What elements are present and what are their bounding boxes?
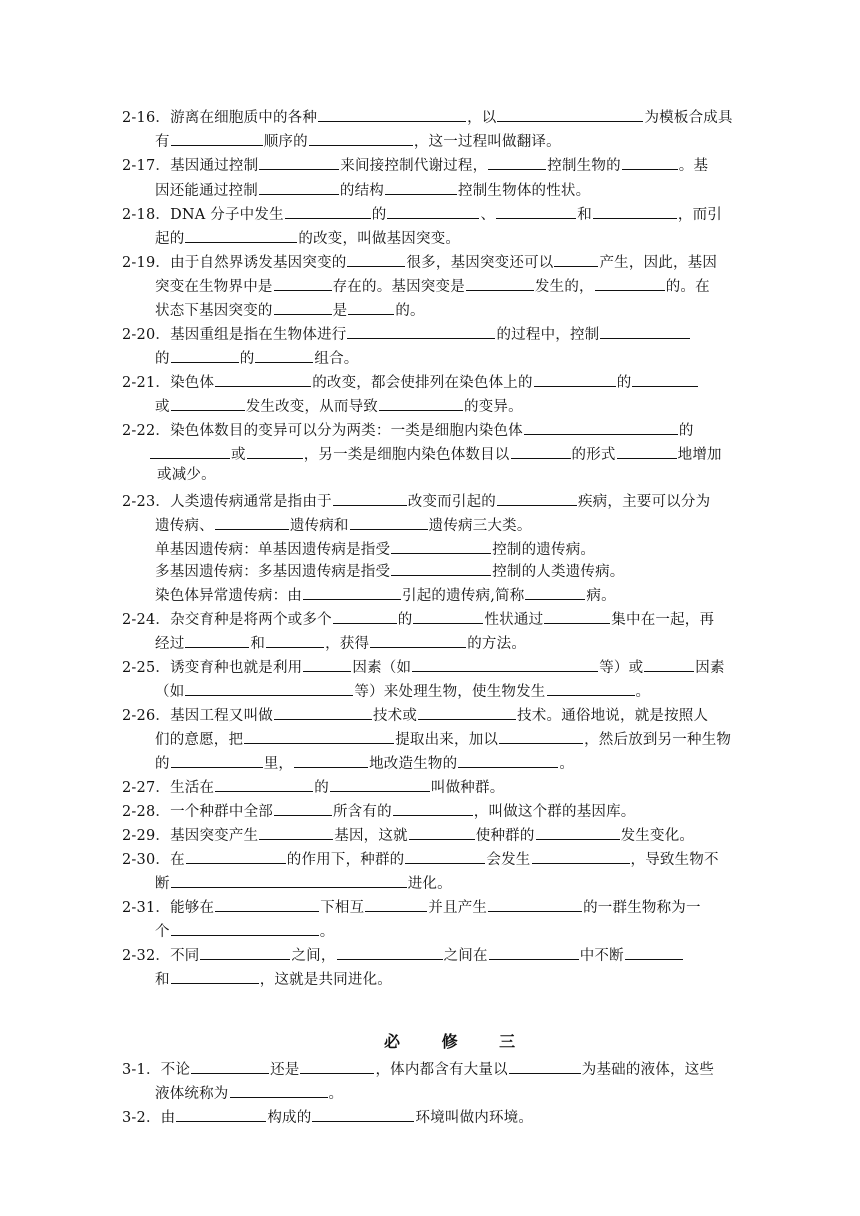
line-text: 顺序的 — [263, 134, 308, 150]
fill-in-blank[interactable] — [488, 155, 546, 170]
fill-in-blank[interactable] — [370, 633, 466, 648]
line-text: 和 — [577, 207, 592, 223]
fill-in-blank[interactable] — [337, 945, 443, 960]
line-text: ，这就是共同进化。 — [259, 972, 393, 988]
fill-in-blank[interactable] — [496, 204, 576, 219]
line-text: 下相互 — [320, 900, 365, 916]
fill-in-blank[interactable] — [347, 324, 495, 339]
line-text: 产生，因此，基因 — [599, 255, 718, 271]
fill-in-blank[interactable] — [333, 491, 407, 506]
question-line — [149, 444, 722, 464]
line-text: ，导致生物不 — [630, 852, 719, 868]
line-text: 2-28．一个种群中全部 — [122, 804, 273, 820]
line-text: 2-31．能够在 — [122, 900, 215, 916]
line-text: 的作用下，种群的 — [286, 852, 405, 868]
question-line — [122, 705, 708, 725]
fill-in-blank[interactable] — [489, 945, 579, 960]
line-text: 的。 — [395, 303, 425, 319]
fill-in-blank[interactable] — [532, 849, 630, 864]
fill-in-blank[interactable] — [466, 276, 534, 291]
line-text: 、 — [480, 207, 496, 223]
line-text: 2-16．游离在细胞质中的各种 — [122, 110, 318, 126]
line-text: ，叫做这个群的基因库。 — [473, 804, 636, 820]
line-text: 多基因遗传病：多基因遗传病是指受 — [155, 564, 391, 580]
question-line — [155, 633, 526, 653]
fill-in-blank[interactable] — [274, 300, 332, 315]
fill-in-blank[interactable] — [391, 539, 491, 554]
fill-in-blank[interactable] — [171, 753, 263, 768]
fill-in-blank[interactable] — [200, 945, 290, 960]
line-text: 或减少。 — [157, 467, 216, 483]
line-text: 等）或 — [599, 660, 644, 676]
fill-in-blank[interactable] — [625, 945, 683, 960]
fill-in-blank[interactable] — [171, 873, 407, 888]
line-text: 中不断 — [579, 948, 624, 964]
line-text: 的 — [397, 612, 413, 628]
line-text: 遗传病和 — [289, 518, 349, 534]
fill-in-blank[interactable] — [259, 180, 339, 195]
line-text: 控制的遗传病。 — [492, 542, 596, 558]
line-text: 的改变，都会使排列在染色体上的 — [312, 375, 533, 391]
line-text: 2-17．基因通过控制 — [122, 158, 259, 174]
fill-in-blank[interactable] — [405, 849, 485, 864]
fill-in-blank[interactable] — [266, 633, 324, 648]
line-text: 之间， — [291, 948, 336, 964]
fill-in-blank[interactable] — [294, 753, 368, 768]
fill-in-blank[interactable] — [150, 444, 230, 459]
fill-in-blank[interactable] — [274, 705, 372, 720]
line-text: 发生改变，从而导致 — [245, 399, 379, 415]
line-text: 会发生 — [486, 852, 531, 868]
question-line — [122, 945, 684, 965]
line-text: （如 — [155, 684, 185, 700]
line-text: 2-23．人类遗传病通常是指由于 — [122, 494, 332, 510]
fill-in-blank[interactable] — [309, 131, 413, 146]
line-text: 经过 — [155, 636, 185, 652]
line-text: 改变而引起的 — [407, 494, 496, 510]
line-text: 的方法。 — [467, 636, 527, 652]
question-line — [155, 300, 425, 320]
line-text: 的结构 — [339, 183, 385, 199]
line-text: 有 — [155, 134, 170, 150]
line-text: 很多，基因突变还可以 — [406, 255, 554, 271]
line-text: 。 — [635, 684, 651, 700]
fill-in-blank[interactable] — [511, 444, 571, 459]
fill-in-blank[interactable] — [171, 396, 245, 411]
fill-in-blank[interactable] — [318, 107, 466, 122]
fill-in-blank[interactable] — [379, 396, 463, 411]
line-text: 因素（如 — [352, 660, 412, 676]
line-text: 存在的。基因突变是 — [332, 279, 465, 295]
fill-in-blank[interactable] — [391, 561, 491, 576]
fill-in-blank[interactable] — [499, 729, 583, 744]
line-text: ，而引 — [677, 207, 722, 223]
question-line — [122, 897, 701, 917]
line-text: 液体统称为 — [155, 1086, 229, 1102]
line-text: 地改造生物的 — [369, 756, 458, 772]
question-line — [122, 1107, 533, 1127]
line-text: 的 — [616, 375, 632, 391]
fill-in-blank[interactable] — [285, 204, 371, 219]
line-text: 控制生物体的性状。 — [458, 183, 591, 199]
fill-in-blank[interactable] — [185, 681, 353, 696]
fill-in-blank[interactable] — [230, 1083, 328, 1098]
question-line — [122, 252, 717, 272]
line-text: 和 — [155, 972, 170, 988]
fill-in-blank[interactable] — [171, 131, 263, 146]
fill-in-blank[interactable] — [509, 1059, 581, 1074]
question-line — [122, 609, 714, 629]
line-text: 技术。通俗地说，就是按照人 — [517, 708, 709, 724]
question-line — [122, 372, 699, 392]
line-text: 组合。 — [314, 351, 359, 367]
line-text: 的 — [239, 351, 255, 367]
line-text: 里， — [263, 756, 294, 772]
question-line — [122, 657, 725, 677]
fill-in-blank[interactable] — [186, 849, 286, 864]
line-text: 等）来处理生物，使生物发生 — [354, 684, 546, 700]
fill-in-blank[interactable] — [524, 420, 678, 435]
fill-in-blank[interactable] — [418, 705, 516, 720]
fill-in-blank[interactable] — [176, 1107, 266, 1122]
line-text: 的形式 — [571, 447, 616, 463]
line-text: 疾病，主要可以分为 — [577, 494, 711, 510]
line-text: 状态下基因突变的 — [155, 303, 273, 319]
fill-in-blank[interactable] — [350, 515, 428, 530]
line-text: 3-1．不论 — [122, 1062, 191, 1078]
question-line — [155, 681, 650, 701]
line-text: 。 — [319, 924, 335, 940]
fill-in-blank[interactable] — [554, 252, 598, 267]
line-text: 的 — [678, 423, 694, 439]
fill-in-blank[interactable] — [413, 609, 483, 624]
fill-in-blank[interactable] — [458, 753, 558, 768]
fill-in-blank[interactable] — [259, 155, 339, 170]
line-text: 。 — [328, 1086, 344, 1102]
fill-in-blank[interactable] — [255, 348, 313, 363]
line-text: 。 — [559, 756, 575, 772]
fill-in-blank[interactable] — [215, 515, 289, 530]
fill-in-blank[interactable] — [644, 657, 694, 672]
question-line — [155, 348, 359, 368]
line-text: 2-25．诱变育种也就是利用 — [122, 660, 303, 676]
question-line — [155, 276, 710, 296]
fill-in-blank[interactable] — [274, 801, 332, 816]
fill-in-blank[interactable] — [348, 300, 394, 315]
line-text: 地增加 — [677, 447, 722, 463]
fill-in-blank[interactable] — [600, 324, 690, 339]
fill-in-blank[interactable] — [534, 372, 616, 387]
fill-in-blank[interactable] — [185, 633, 249, 648]
section-heading: 必 修 三 — [384, 1032, 534, 1051]
line-text: 因还能通过控制 — [155, 183, 258, 199]
line-text: 起的 — [155, 231, 185, 247]
line-text: 2-30．在 — [122, 852, 185, 868]
question-line — [155, 585, 616, 605]
line-text: 2-22．染色体数目的变异可以分为两类：一类是细胞内染色体 — [122, 423, 523, 439]
line-text: 遗传病、 — [155, 518, 214, 534]
question-line — [122, 324, 691, 344]
question-line — [157, 466, 216, 484]
question-line — [155, 515, 532, 535]
line-text: 控制生物的 — [547, 158, 621, 174]
line-text: 因素 — [695, 660, 725, 676]
question-line — [122, 1059, 714, 1079]
line-text: 2-19．由于自然界诱发基因突变的 — [122, 255, 347, 271]
line-text: 断 — [155, 876, 170, 892]
fill-in-blank[interactable] — [617, 444, 677, 459]
line-text: 集中在一起，再 — [611, 612, 715, 628]
line-text: 是 — [332, 303, 348, 319]
line-text: 2-21．染色体 — [122, 375, 215, 391]
line-text: 2-32．不同 — [122, 948, 200, 964]
line-text: 2-18．DNA 分子中发生 — [122, 207, 284, 223]
fill-in-blank[interactable] — [409, 825, 475, 840]
line-text: 2-20．基因重组是指在生物体进行 — [122, 327, 347, 343]
fill-in-blank[interactable] — [544, 609, 610, 624]
line-text: 和 — [250, 636, 266, 652]
fill-in-blank[interactable] — [536, 825, 620, 840]
question-line — [122, 801, 636, 821]
question-line — [122, 204, 722, 224]
question-line — [155, 753, 574, 773]
line-text: 的 — [155, 351, 170, 367]
line-text: 突变在生物界中是 — [155, 279, 273, 295]
fill-in-blank[interactable] — [365, 897, 427, 912]
line-text: 染色体异常遗传病：由 — [155, 588, 302, 604]
line-text: 的过程中，控制 — [496, 327, 600, 343]
fill-in-blank[interactable] — [347, 252, 405, 267]
question-line — [155, 180, 590, 200]
line-text: 发生的， — [534, 279, 594, 295]
fill-in-blank[interactable] — [191, 1059, 269, 1074]
question-line — [155, 131, 561, 151]
fill-in-blank[interactable] — [497, 491, 577, 506]
fill-in-blank[interactable] — [622, 155, 678, 170]
line-text: 为基础的液体，这些 — [581, 1062, 715, 1078]
line-text: 或 — [155, 399, 170, 415]
fill-in-blank[interactable] — [595, 276, 665, 291]
question-line — [155, 228, 460, 248]
question-line — [122, 420, 694, 440]
question-line — [155, 396, 523, 416]
line-text: 的改变，叫做基因突变。 — [298, 231, 461, 247]
question-line — [155, 921, 334, 941]
fill-in-blank[interactable] — [330, 777, 430, 792]
line-text: ，另一类是细胞内染色体数目以 — [303, 447, 510, 463]
line-text: 技术或 — [372, 708, 418, 724]
line-text: ，获得 — [325, 636, 370, 652]
line-text: 的一群生物称为一 — [583, 900, 701, 916]
question-line — [122, 107, 733, 127]
line-text: 的。在 — [665, 279, 710, 295]
line-text: 为模板合成具 — [644, 110, 733, 126]
line-text: 病。 — [586, 588, 616, 604]
line-text: 叫做种群。 — [430, 780, 505, 796]
fill-in-blank[interactable] — [171, 348, 239, 363]
line-text: 构成的 — [267, 1110, 312, 1126]
line-text: 发生变化。 — [620, 828, 695, 844]
fill-in-blank[interactable] — [303, 585, 401, 600]
question-line — [122, 491, 710, 511]
fill-in-blank[interactable] — [171, 969, 259, 984]
line-text: 引起的遗传病,简称 — [402, 588, 525, 604]
line-text: 并且产生 — [428, 900, 488, 916]
fill-in-blank[interactable] — [312, 1107, 414, 1122]
fill-in-blank[interactable] — [632, 372, 698, 387]
fill-in-blank[interactable] — [274, 276, 332, 291]
question-line — [122, 777, 504, 797]
question-line — [155, 539, 595, 559]
line-text: 2-26．基因工程又叫做 — [122, 708, 273, 724]
fill-in-blank[interactable] — [385, 180, 457, 195]
line-text: 的 — [314, 780, 329, 796]
line-text: 性状通过 — [484, 612, 544, 628]
fill-in-blank[interactable] — [488, 897, 582, 912]
line-text: 单基因遗传病：单基因遗传病是指受 — [155, 542, 391, 558]
line-text: 2-24．杂交育种是将两个或多个 — [122, 612, 332, 628]
fill-in-blank[interactable] — [259, 825, 333, 840]
fill-in-blank[interactable] — [185, 228, 297, 243]
fill-in-blank[interactable] — [215, 777, 313, 792]
fill-in-blank[interactable] — [171, 921, 319, 936]
line-text: 还是 — [270, 1062, 300, 1078]
line-text: 所含有的 — [332, 804, 392, 820]
line-text: ，体内都含有大量以 — [375, 1062, 508, 1078]
line-text: 。基 — [678, 158, 709, 174]
line-text: 的 — [371, 207, 387, 223]
question-line — [122, 825, 694, 845]
line-text: 之间在 — [443, 948, 488, 964]
fill-in-blank[interactable] — [412, 657, 598, 672]
line-text: 个 — [155, 924, 170, 940]
line-text: 的 — [155, 756, 170, 772]
line-text: 2-29．基因突变产生 — [122, 828, 259, 844]
line-text: 控制的人类遗传病。 — [492, 564, 625, 580]
fill-in-blank[interactable] — [333, 609, 397, 624]
line-text: 基因，这就 — [334, 828, 408, 844]
line-text: 的变异。 — [464, 399, 523, 415]
question-line — [122, 849, 719, 869]
fill-in-blank[interactable] — [215, 372, 311, 387]
fill-in-blank[interactable] — [387, 204, 479, 219]
line-text: 遗传病三大类。 — [428, 518, 532, 534]
question-line — [155, 873, 452, 893]
question-line — [122, 155, 708, 175]
line-text: ，以 — [467, 110, 497, 126]
line-text: 提取出来，加以 — [395, 732, 499, 748]
fill-in-blank[interactable] — [593, 204, 677, 219]
line-text: 3-2．由 — [122, 1110, 176, 1126]
line-text: 们的意愿，把 — [155, 732, 244, 748]
question-line — [155, 969, 392, 989]
fill-in-blank[interactable] — [247, 444, 303, 459]
fill-in-blank[interactable] — [215, 897, 319, 912]
fill-in-blank[interactable] — [300, 1059, 374, 1074]
line-text: ，然后放到另一种生物 — [584, 732, 732, 748]
fill-in-blank[interactable] — [525, 585, 585, 600]
question-line — [155, 561, 625, 581]
question-line — [155, 1083, 343, 1103]
line-text: 环境叫做内环境。 — [415, 1110, 534, 1126]
fill-in-blank[interactable] — [303, 657, 351, 672]
fill-in-blank[interactable] — [393, 801, 473, 816]
fill-in-blank[interactable] — [547, 681, 635, 696]
line-text: 来间接控制代谢过程， — [340, 158, 488, 174]
line-text: 或 — [231, 447, 246, 463]
question-line — [155, 729, 731, 749]
fill-in-blank[interactable] — [244, 729, 394, 744]
line-text: ，这一过程叫做翻译。 — [413, 134, 561, 150]
line-text: 使种群的 — [475, 828, 535, 844]
line-text: 2-27．生活在 — [122, 780, 215, 796]
line-text: 进化。 — [407, 876, 452, 892]
fill-in-blank[interactable] — [497, 107, 643, 122]
